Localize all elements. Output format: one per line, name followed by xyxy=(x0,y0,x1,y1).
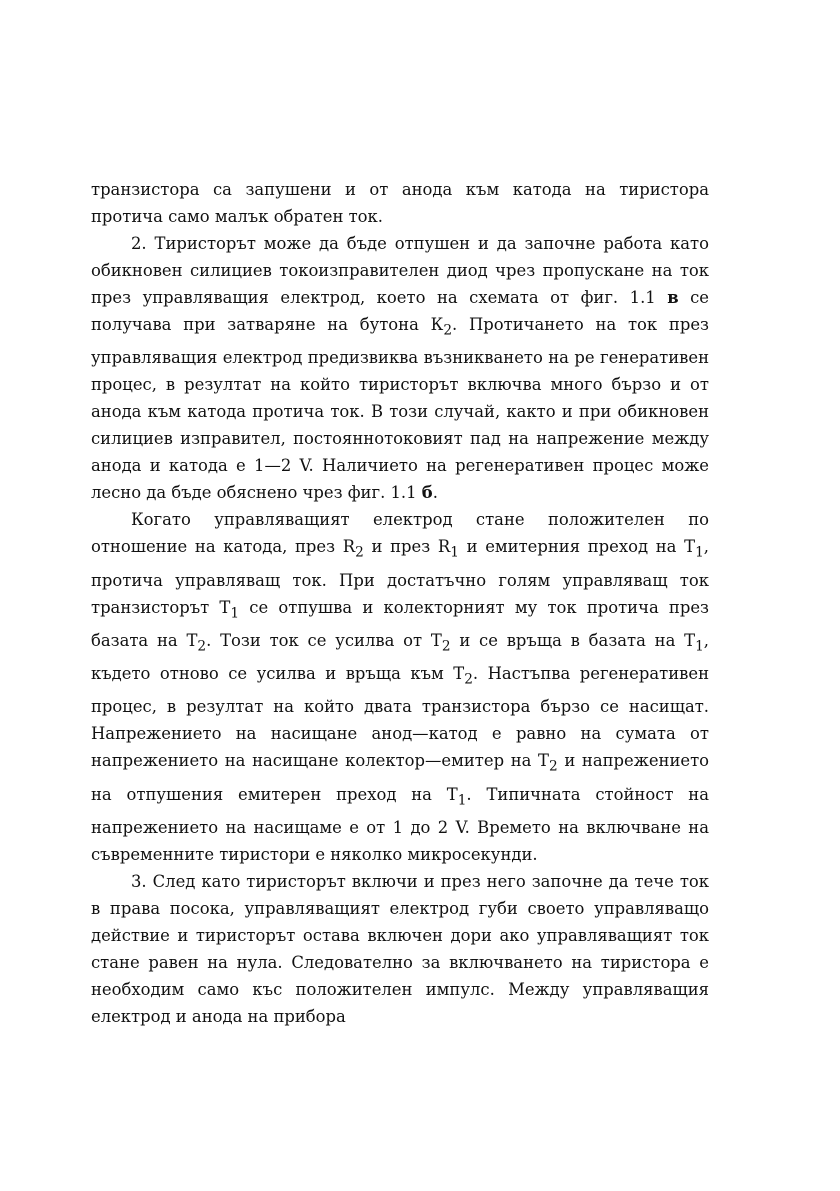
text-run: . xyxy=(432,483,438,503)
text-run: и се връща в базата на Т xyxy=(450,630,696,650)
text-run: се получава при затваряне на бутона К xyxy=(91,288,709,334)
subscript: 2 xyxy=(355,544,364,561)
subscript: 2 xyxy=(197,638,207,655)
text-run: се отпушва и колекторният му ток протича през базата на Т xyxy=(91,597,709,650)
subscript: 1 xyxy=(457,791,467,808)
bold-figure-ref: б xyxy=(421,483,433,503)
text-run: , протича управляващ ток. При достатъчно голям управляващ ток транзисторът Т xyxy=(91,537,709,617)
bold-figure-ref: в xyxy=(667,288,679,307)
text-run: и емитерния преход на Т xyxy=(458,537,696,557)
subscript: 1 xyxy=(230,604,240,621)
text-run: . Този ток се усилва от Т xyxy=(206,630,442,650)
paragraph-continuation xyxy=(91,176,709,230)
subscript: 1 xyxy=(450,544,459,561)
text-run: Когато управляващият електрод стане положителен по отношение на катода, през R xyxy=(91,510,709,557)
text-run: . Протичането на ток през управляващия електрод предизвиква възникването на ре генеративен процес, в резултат на който тиристорът включва много бързо и от анода към катода протича ток. В този случай, както и при обикновен силициев изправител, постояннотоковият пад на напрежение между анода и катода е 1—2 V. Наличието на регенеративен процес може лесно да бъде обяснено чрез фиг. 1.1 xyxy=(91,315,709,503)
subscript: 2 xyxy=(549,758,558,775)
body-text xyxy=(91,176,709,1030)
text-run: . Настъпва регенеративен процес, в резултат на който двата транзистора бързо се насищат. Напрежението на насищане анод—катод е равно на сумата от напрежението на насищане колектор—емитер на Т xyxy=(91,664,709,771)
subscript: 2 xyxy=(443,322,453,339)
paragraph-2 xyxy=(91,230,709,506)
text-run: . Типичната стойност на напрежението на насищаме е от 1 до 2 V. Времето на включване на съвременните тиристори е няколко микросекунди. xyxy=(91,784,709,864)
subscript: 1 xyxy=(695,544,704,561)
subscript: 2 xyxy=(464,671,473,688)
text-run: , където отново се усилва и връща към Т xyxy=(91,630,709,684)
text-run: 3. След като тиристорът включи и през него започне да тече ток в права посока, управляващият електрод губи своето управляващо действие и тиристорът остава включен дори ако управляващият ток стане равен на нула. Следователно за включването на тиристора е необходим само къс положителен импулс. Между управляващия електрод и анода на прибора xyxy=(91,871,709,1026)
text-run: 2. Тиристорът може да бъде отпушен и да започне работа като обикновен силициев токоизправителен диод чрез пропускане на ток през управляващия електрод, което на схемата от фиг. 1.1 xyxy=(91,234,709,307)
text-run: транзистора са запушени и от анода към катода на тиристора протича само малък обратен ток. xyxy=(91,180,709,226)
subscript: 2 xyxy=(441,638,451,655)
text-run: и напрежението на отпушения емитерен преход на Т xyxy=(91,751,709,804)
paragraph-3 xyxy=(91,868,709,1030)
text-run: и през R xyxy=(363,537,451,557)
subscript: 1 xyxy=(695,638,704,655)
paragraph-regenerative-process xyxy=(91,506,709,868)
